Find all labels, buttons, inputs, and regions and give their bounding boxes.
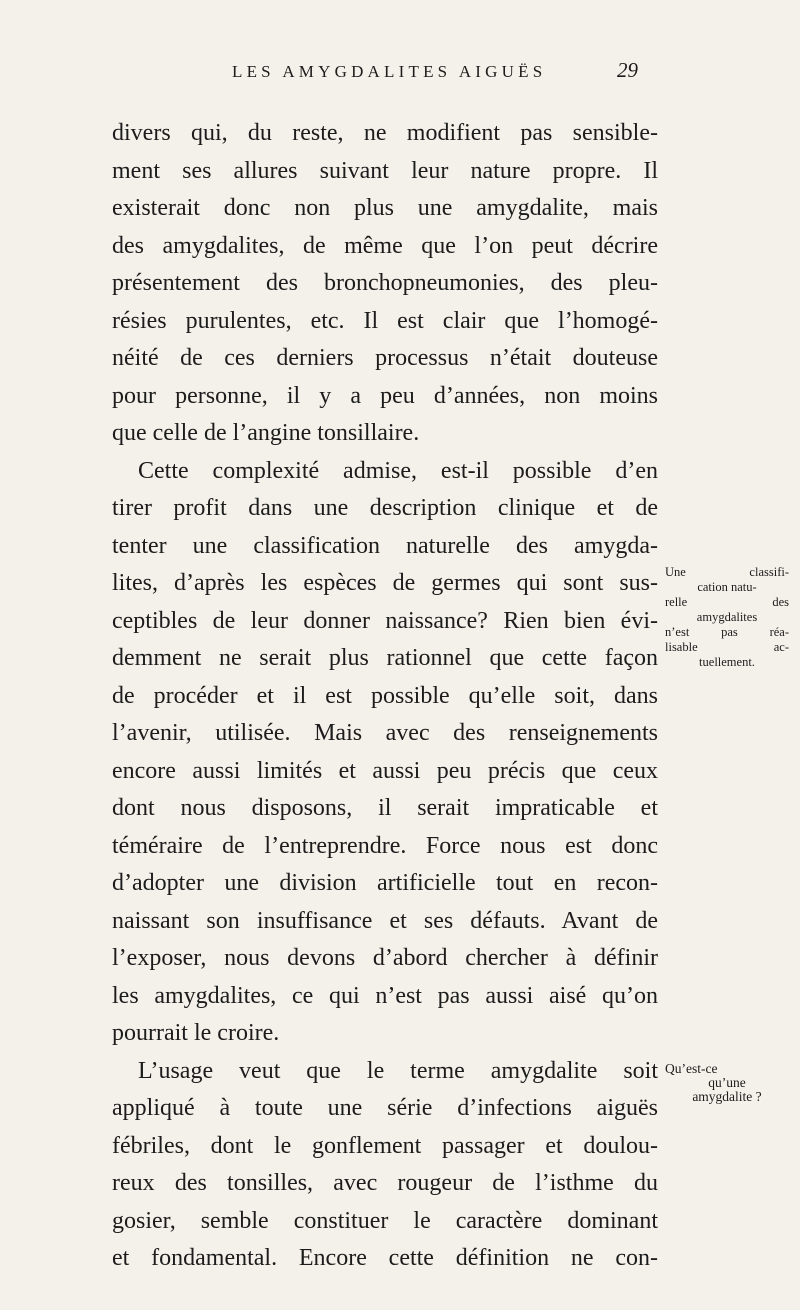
margin-note-line: amygdalites [696, 610, 758, 624]
margin-note-line: qu’une [708, 1075, 746, 1090]
text-line: demment ne serait plus rationnel que cette façon [112, 645, 658, 671]
text-line: l’avenir, utilisée. Mais avec des renseignements [112, 720, 658, 746]
margin-note-line: n’est pas réa- [665, 625, 789, 639]
text-line: d’adopter une division artificielle tout en recon- [112, 870, 658, 896]
margin-note-line: lisable ac- [665, 640, 789, 654]
text-line: tirer profit dans une description clinique et de [112, 495, 658, 521]
text-line: pourrait le croire. [112, 1020, 280, 1046]
text-line: dont nous disposons, il serait impraticable et [112, 795, 658, 821]
page-number: 29 [617, 58, 638, 82]
text-line: lites, d’après les espèces de germes qui sont sus- [112, 570, 658, 596]
running-header: LES AMYGDALITES AIGUËS [232, 62, 547, 81]
text-line: les amygdalites, ce qui n’est pas aussi aisé qu’on [112, 982, 658, 1009]
text-line: ment ses allures suivant leur nature propre. Il [112, 157, 658, 184]
margin-note-line: relle des [665, 595, 789, 609]
text-line: divers qui, du reste, ne modifient pas sensible- [112, 120, 658, 146]
margin-note-line: tuellement. [699, 655, 755, 669]
text-line: naissant son insuffisance et ses défauts. Avant de [112, 907, 658, 934]
text-line: encore aussi limités et aussi peu précis que ceux [112, 757, 658, 784]
margin-note-line: Une classifi- [665, 565, 789, 579]
text-line: que celle de l’angine tonsillaire. [112, 420, 420, 446]
text-line: de procéder et il est possible qu’elle soit, dans [112, 682, 658, 709]
body-text [112, 115, 658, 1278]
text-line: résies purulentes, etc. Il est clair que l’homogé- [112, 307, 658, 334]
text-line: appliqué à toute une série d’infections aiguës [112, 1095, 658, 1121]
text-line: présentement des bronchopneumonies, des pleu- [112, 270, 658, 296]
margin-note-line: cation natu- [697, 580, 757, 594]
margin-note-line: amygdalite ? [692, 1089, 762, 1104]
margin-note-definition [665, 1062, 789, 1104]
text-line: L’usage veut que le terme amygdalite soit [138, 1057, 658, 1084]
text-line: ceptibles de leur donner naissance? Rien bien évi- [112, 607, 658, 634]
text-line: l’exposer, nous devons d’abord chercher à définir [112, 945, 658, 971]
margin-note-line: Qu’est-ce [665, 1061, 718, 1076]
text-line: Cette complexité admise, est-il possible d’en [138, 457, 658, 484]
text-line: et fondamental. Encore cette définition ne con- [112, 1245, 658, 1271]
text-line: des amygdalites, de même que l’on peut décrire [112, 232, 658, 259]
text-line: tenter une classification naturelle des amygda- [112, 532, 658, 559]
margin-note-classification [665, 565, 789, 670]
text-line: téméraire de l’entreprendre. Force nous est donc [112, 832, 658, 859]
text-line: reux des tonsilles, avec rougeur de l’isthme du [112, 1170, 658, 1196]
text-line: fébriles, dont le gonflement passager et doulou- [112, 1132, 658, 1159]
text-line: gosier, semble constituer le caractère dominant [112, 1207, 658, 1234]
text-line: pour personne, il y a peu d’années, non moins [112, 382, 658, 409]
text-line: néité de ces derniers processus n’était douteuse [112, 345, 658, 371]
text-line: existerait donc non plus une amygdalite, mais [112, 195, 658, 221]
